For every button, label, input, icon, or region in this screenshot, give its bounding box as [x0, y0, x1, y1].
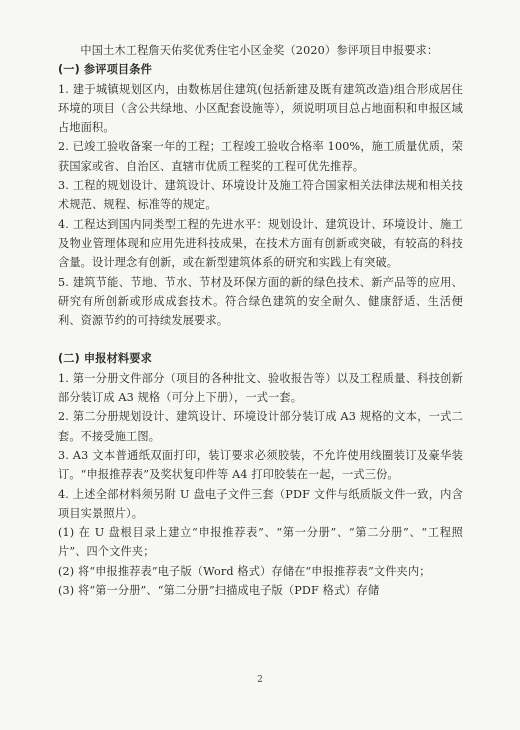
section-2-item-1: 1. 第一分册文件部分（项目的各种批文、验收报告等）以及工程质量、科技创新部分装订成 A3 规格（可分上下册），一式一套。	[58, 371, 463, 405]
section-2-heading: (二) 申报材料要求	[58, 352, 152, 366]
page-number: 2	[257, 675, 263, 685]
section-spacer	[58, 330, 463, 349]
section-1-item-5: 5. 建筑节能、节地、节水、节材及环保方面的新的绿色技术、新产品等的应用、研究有所创新或形成成套技术。符合绿色建筑的安全耐久、健康舒适、生活便利、资源节约的可持续发展要求。	[58, 275, 463, 328]
section-1-item-2: 2. 已竣工验收备案一年的工程；工程竣工验收合格率 100%，施工质量优质，荣获国家或省、自治区、直辖市优质工程奖的工程可优先推荐。	[58, 140, 463, 173]
section-2-item-4: 4. 上述全部材料须另附 U 盘电子文件三套（PDF 文件与纸质版文件一致，内含项目实景照片）。	[58, 487, 463, 520]
document-body	[58, 41, 463, 600]
section-2-item-2: 2. 第二分册规划设计、建筑设计、环境设计部分装订成 A3 规格的文本，一式二套。不接受施工图。	[58, 410, 463, 443]
section-1-item-3: 3. 工程的规划设计、建筑设计、环境设计及施工符合国家相关法律法规和相关技术规范、规程、标准等的规定。	[58, 179, 463, 212]
intro-paragraph: 中国土木工程詹天佑奖优秀住宅小区金奖（2020）参评项目申报要求：	[80, 44, 439, 57]
section-1-heading: (一) 参评项目条件	[58, 63, 152, 77]
section-2-subitem-1: (1) 在 U 盘根目录上建立“申报推荐表”、“第一分册”、“第二分册”、“工程照片”、四个文件夹；	[58, 526, 463, 559]
section-2-subitem-3: (3) 将“第一分册”、“第二分册”扫描成电子版（PDF 格式）存储	[58, 584, 380, 598]
section-1-item-1: 1. 建于城镇规划区内，由数栋居住建筑(包括新建及既有建筑改造)组合形成居住环境的项目（含公共绿地、小区配套设施等），须说明项目总占地面积和申报区域占地面积。	[58, 82, 463, 135]
section-2-item-3: 3. A3 文本普通纸双面打印，装订要求必须胶装，不允许使用线圈装订及豪华装订。“申报推荐表”及奖状复印件等 A4 打印胶装在一起，一式三份。	[58, 448, 463, 482]
section-1-item-4: 4. 工程达到国内同类型工程的先进水平：规划设计、建筑设计、环境设计、施工及物业管理体现和应用先进科技成果，在技术方面有创新或突破，有较高的科技含量。设计理念有创新，或在新型建筑体系的研究和实践上有突破。	[58, 217, 463, 270]
section-2-subitem-2: (2) 将“申报推荐表”电子版（Word 格式）存储在“申报推荐表”文件夹内；	[58, 564, 431, 578]
